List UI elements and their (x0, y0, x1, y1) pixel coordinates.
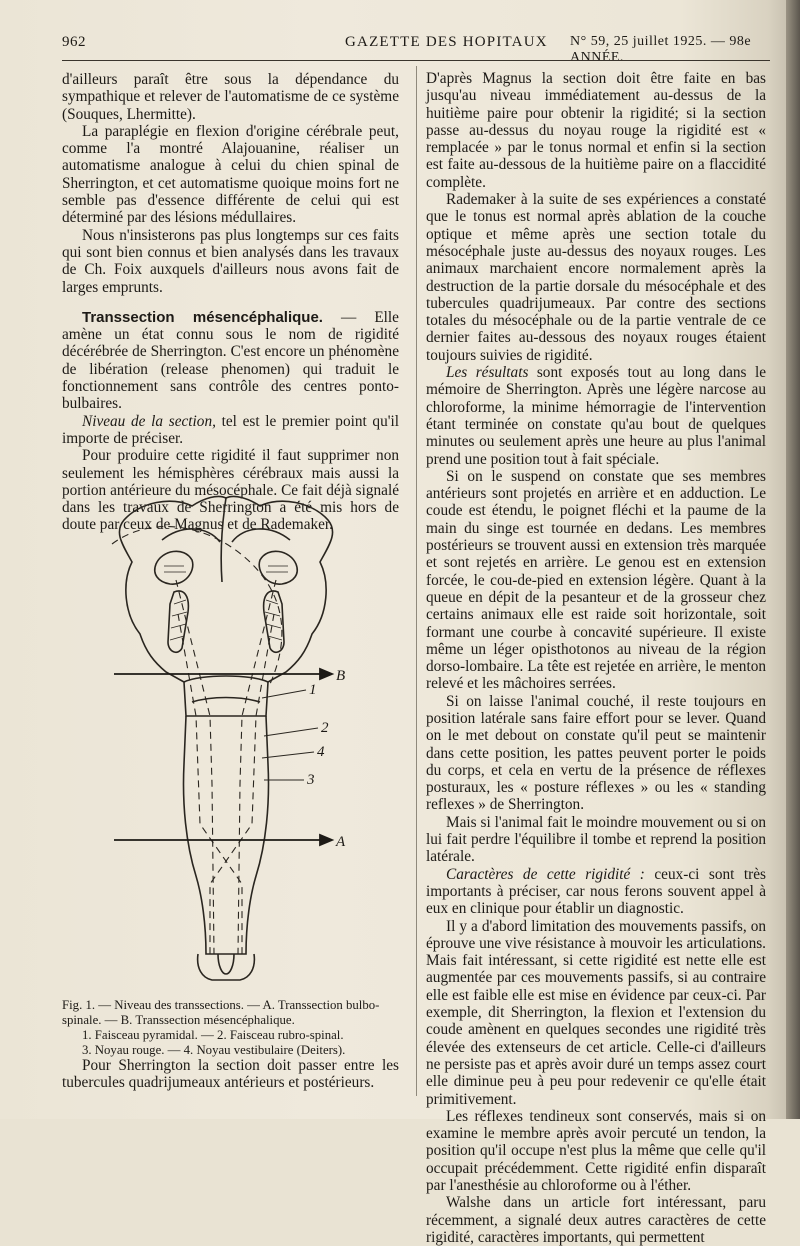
section-title: Transsection mésencéphalique. (82, 308, 323, 326)
caption-legend-line: 3. Noyau rouge. — 4. Noyau vestibulaire (Deiters). (82, 1043, 346, 1057)
arrow-b (320, 669, 332, 679)
brainstem-outline (119, 496, 332, 716)
label-1: 1 (309, 682, 317, 698)
paragraph-text: — Elle amène un état connu sous le nom de rigidité décérébrée de Sherrington. C'est encore un phénomène de libération (release phenomen) qui traduit le fonctionnement sans contrôle des centres ponto-bulbaires. (62, 308, 399, 413)
caption-legend-line: 1. Faisceau pyramidal. — 2. Faisceau rubro-spinal. (82, 1028, 344, 1042)
paragraph (62, 309, 399, 413)
paragraph: Si on laisse l'animal couché, il reste toujours en position latérale sans faire effort pour se lever. Quand on le met debout on constate qu'il peut se maintenir dans cette position, les pattes peuvent porter le poids du corps, et cela en vertu de la présence de réflexes posturaux, les « posture réflexes » ou les « standing reflexes » de Sherrington. (426, 692, 766, 814)
paragraph: Il y a d'abord limitation des mouvements passifs, on éprouve une vive résistance à mouvoir les articulations. Mais fait intéressant, si cette rigidité est nette elle est augmentée par ces mouvements passifs, si au contraire elle est faible elle est mise en évidence par ceux-ci. Par exemple, dit Sherrington, la flexion et l'extension du coude amènent en quelques secondes une rigidité très élevée des extenseurs de cet article. Celle-ci d'ailleurs ne persiste pas et après avoir duré un temps assez court elle diminue peu à peu pour redevenir ce qu'elle était primitivement. (426, 917, 766, 1108)
left-column-bottom (62, 1057, 399, 1092)
paragraph: Nous n'insisterons pas plus longtemps sur ces faits qui sont bien connus et bien analysés dans les travaux de Ch. Foix auxquels d'ailleurs nous avons fait de larges emprunts. (62, 226, 399, 296)
run-in-heading: Niveau de la section, (82, 412, 216, 430)
label-a: A (336, 834, 346, 850)
right-column (426, 70, 766, 1246)
left-column (62, 71, 399, 534)
run-in-heading: Caractères de cette rigidité : (446, 865, 645, 883)
run-in-heading: Les résultats (446, 364, 529, 382)
label-b: B (336, 668, 346, 684)
paragraph: Si on le suspend on constate que ses membres antérieurs sont projetés en arrière et en adduction. Le coude est étendu, le poignet fléchi et la paume de la main du singe est tournée en dedans. Les membres postérieurs se trouvent aussi en extension très marquée et sont rejetés en arrière. Le genou est en extension forcée, le cou-de-pied en extension légère. Quant à la queue en dépit de la pesanteur et de la grosseur chez certains animaux elle est raide soit horizontale, soit formant une courbe à concavité supérieure. Il existe même un léger opisthotonos au niveau de la région dorso-lombaire. La tête est rejetée en arrière, le menton relevé et les mâchoires serrées. (426, 467, 766, 693)
paragraph (426, 364, 766, 468)
arrow-a (320, 835, 332, 845)
caption-main: Fig. 1. — Niveau des transsections. — A. Transsection bulbo-spinale. — B. Transsection mésencéphalique. (62, 998, 380, 1027)
issue-info: N° 59, 25 juillet 1925. — 98e ANNÉE. (570, 34, 752, 65)
paragraph-text: tel est le premier point qu'il importe de préciser. (62, 412, 399, 447)
header-rule (62, 60, 770, 61)
paragraph-text: ceux-ci sont très importants à préciser, car nous ferons souvent appel à eux en clinique pour établir un diagnostic. (426, 865, 766, 918)
paragraph: D'après Magnus la section doit être faite en bas jusqu'au niveau immédiatement au-dessus de la huitième paire pour obtenir la rigidité; si la section passe au-dessus du noyau rouge la rigidité est « remplacée » par le tonus normal et enfin si la section est faite au-dessous de la huitième paire on a flaccidité complète. (426, 70, 766, 191)
brainstem-figure (92, 484, 360, 984)
paragraph (426, 866, 766, 918)
paragraph-text: sont exposés tout au long dans le mémoire de Sherrington. Après une légère narcose au chloroforme, la minime hémorragie de l'intervention étant terminée on constate qu'au bout de quelques minutes ou seulement après une heure au plus l'animal prend une position tout à fait spéciale. (426, 364, 766, 468)
paragraph: Pour Sherrington la section doit passer entre les tubercules quadrijumeaux antérieurs et postérieurs. (62, 1057, 399, 1092)
paragraph: Les réflexes tendineux sont conservés, mais si on examine le membre après avoir percuté un tendon, la position qu'il occupe n'est plus la même que celle qu'il occupait précédemment. Cette rigidité enfin disparaît par l'anesthésie au chloroforme ou à l'éther. (426, 1107, 766, 1194)
figure-caption (62, 998, 402, 1058)
page-edge (786, 0, 800, 1119)
rubrospinal-tract-left (176, 580, 214, 954)
rubrospinal-tract-right (238, 580, 276, 954)
label-4: 4 (317, 744, 325, 760)
page-header (62, 34, 772, 65)
paragraph: Pour produire cette rigidité il faut supprimer non seulement les hémisphères cérébraux mais aussi la portion antérieure du mésocéphale. Ce fait déjà signalé dans les travaux de Sherrington a été mis hors de doute par ceux de Magnus et de Rademaker. (62, 447, 399, 534)
paragraph: d'ailleurs paraît être sous la dépendance du sympathique et relever de l'automatisme de ce système (Souques, Lhermitte). (62, 71, 399, 123)
label-2: 2 (321, 720, 329, 736)
column-divider (416, 66, 417, 1096)
paragraph: La paraplégie en flexion d'origine cérébrale peut, comme l'a montré Alajouanine, réaliser un automatisme analogue à celui du chien spinal de Sherrington, et cet automatisme quoique moins fort ne semble pas d'essence différente de celui qui est déterminé par des lésions médullaires. (62, 122, 399, 227)
paragraph: Mais si l'animal fait le moindre mouvement ou si on lui fait perdre l'équilibre il tombe et reprend la position latérale. (426, 813, 766, 866)
spinal-cord-outline (184, 716, 269, 954)
paragraph: Rademaker à la suite de ses expériences a constaté que le tonus est normal après ablation de la couche optique et même après une section totale du mésocéphale juste au-dessus des noyaux rouges. Les animaux marchaient encore normalement après la destruction de la partie dorsale du mésocéphale et des tubercules quadrijumeaux. Par contre des sections totales du mésocéphale ou de la partie ventrale de ce dernier faites au-dessous des noyaux rouges étaient toujours suivies de rigidité. (426, 191, 766, 364)
journal-title: GAZETTE DES HOPITAUX (345, 34, 548, 50)
page-number: 962 (62, 34, 86, 50)
red-nucleus-left (155, 551, 193, 584)
label-3: 3 (307, 772, 315, 788)
paragraph (62, 413, 399, 448)
paragraph: Walshe dans un article fort intéressant, paru récemment, a signalé deux autres caractères de cette rigidité, caractères importants, qui permettent (426, 1194, 766, 1246)
